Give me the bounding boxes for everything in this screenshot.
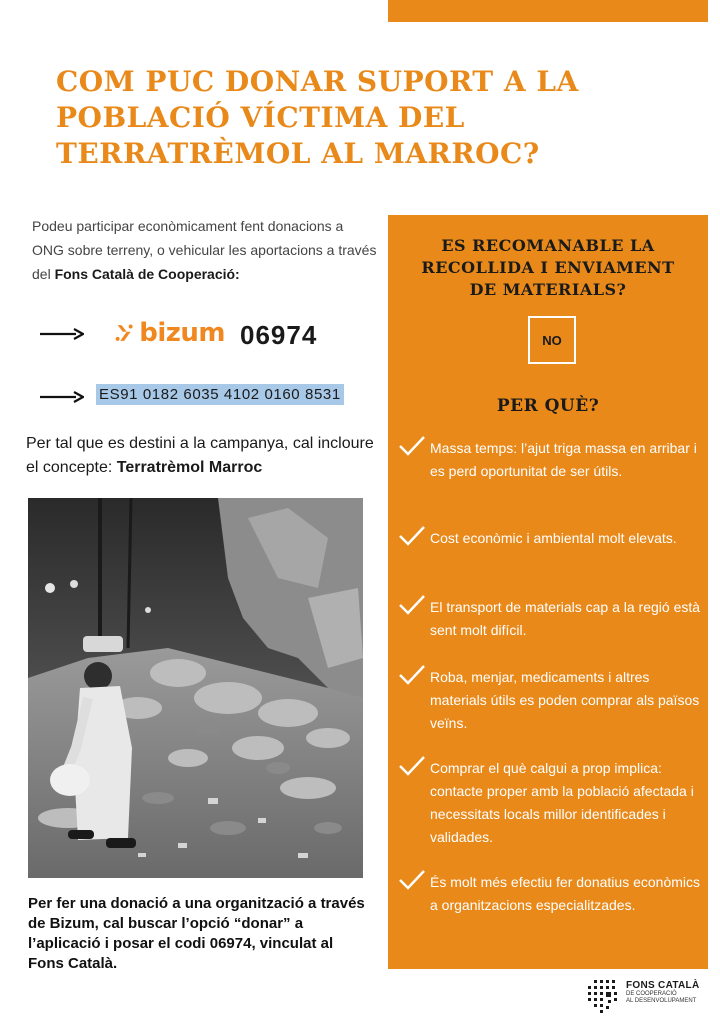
arrow-right-icon bbox=[40, 390, 84, 404]
reason-text: És molt més efectiu fer donatius econòmics a organitzacions especialitzades. bbox=[430, 874, 701, 913]
checkmark-icon bbox=[398, 868, 430, 917]
materials-panel bbox=[388, 215, 708, 969]
logo-sub: DE COOPERACIÓ bbox=[626, 991, 677, 997]
reason-text: Comprar el què calgui a prop implica: contacte proper amb la població afectada i necessitats locals millor identificades i validades. bbox=[430, 760, 694, 845]
reason-item bbox=[398, 666, 703, 735]
reason-text: Roba, menjar, medicaments i altres materials útils es poden comprar als països veïns. bbox=[430, 669, 700, 731]
reason-item bbox=[398, 527, 703, 553]
concept-text: Per tal que es destini a la campanya, cal incloure el concepte: bbox=[26, 435, 374, 476]
checkmark-icon bbox=[398, 524, 430, 553]
intro-text: Podeu participar econòmicament fent donacions a ONG sobre terreny, o vehicular les aportacions a través del bbox=[32, 218, 377, 282]
arrow-right-icon bbox=[40, 327, 84, 341]
reason-item bbox=[398, 757, 703, 849]
reason-item bbox=[398, 596, 703, 642]
title-line: COM PUC DONAR SUPORT A LA bbox=[56, 65, 579, 98]
answer-box: NO bbox=[528, 316, 576, 364]
reason-text: Cost econòmic i ambiental molt elevats. bbox=[430, 530, 677, 546]
intro-paragraph bbox=[32, 214, 377, 286]
earthquake-photo bbox=[28, 498, 363, 878]
bizum-logo-text: bizum bbox=[139, 318, 225, 348]
bizum-instructions: Per fer una donació a una organització a través de Bizum, cal buscar l’opció “donar” a l’aplicació i posar el codi 06974, vinculat al Fons Català. bbox=[28, 895, 365, 972]
bizum-logo bbox=[115, 317, 225, 349]
logo-sub: AL DESENVOLUPAMENT bbox=[626, 998, 697, 1004]
panel-heading-line: DE MATERIALS? bbox=[469, 280, 627, 299]
checkmark-icon bbox=[398, 663, 430, 735]
reason-item bbox=[398, 437, 703, 483]
title-line: POBLACIÓ VÍCTIMA DEL bbox=[56, 101, 465, 134]
reason-item bbox=[398, 871, 703, 917]
checkmark-icon bbox=[398, 754, 430, 849]
fons-catala-logo bbox=[584, 978, 714, 1018]
top-accent-bar bbox=[388, 0, 708, 22]
reason-text: El transport de materials cap a la regió està sent molt difícil. bbox=[430, 599, 701, 638]
panel-heading-line: ES RECOMANABLE LA bbox=[441, 236, 655, 255]
title-line: TERRATRÈMOL AL MARROC? bbox=[56, 137, 540, 170]
why-heading: PER QUÈ? bbox=[496, 396, 600, 416]
logo-name: FONS CATALÀ bbox=[626, 980, 700, 991]
intro-bold: Fons Català de Cooperació: bbox=[54, 266, 240, 282]
bizum-code: 06974 bbox=[240, 320, 318, 350]
concept-paragraph bbox=[26, 432, 376, 480]
panel-heading-line: RECOLLIDA I ENVIAMENT bbox=[421, 258, 675, 277]
iban-number[interactable]: ES91 0182 6035 4102 0160 8531 bbox=[96, 384, 344, 405]
concept-bold: Terratrèmol Marroc bbox=[116, 459, 263, 476]
fons-catala-logo-icon bbox=[584, 978, 624, 1018]
page-title bbox=[56, 64, 616, 172]
logo-text bbox=[626, 980, 699, 1005]
checkmark-icon bbox=[398, 593, 430, 642]
panel-heading bbox=[388, 235, 708, 301]
reason-text: Massa temps: l’ajut triga massa en arribar i es perd oportunitat de ser útils. bbox=[430, 440, 697, 479]
bizum-logo-icon bbox=[115, 318, 133, 348]
checkmark-icon bbox=[398, 434, 430, 483]
